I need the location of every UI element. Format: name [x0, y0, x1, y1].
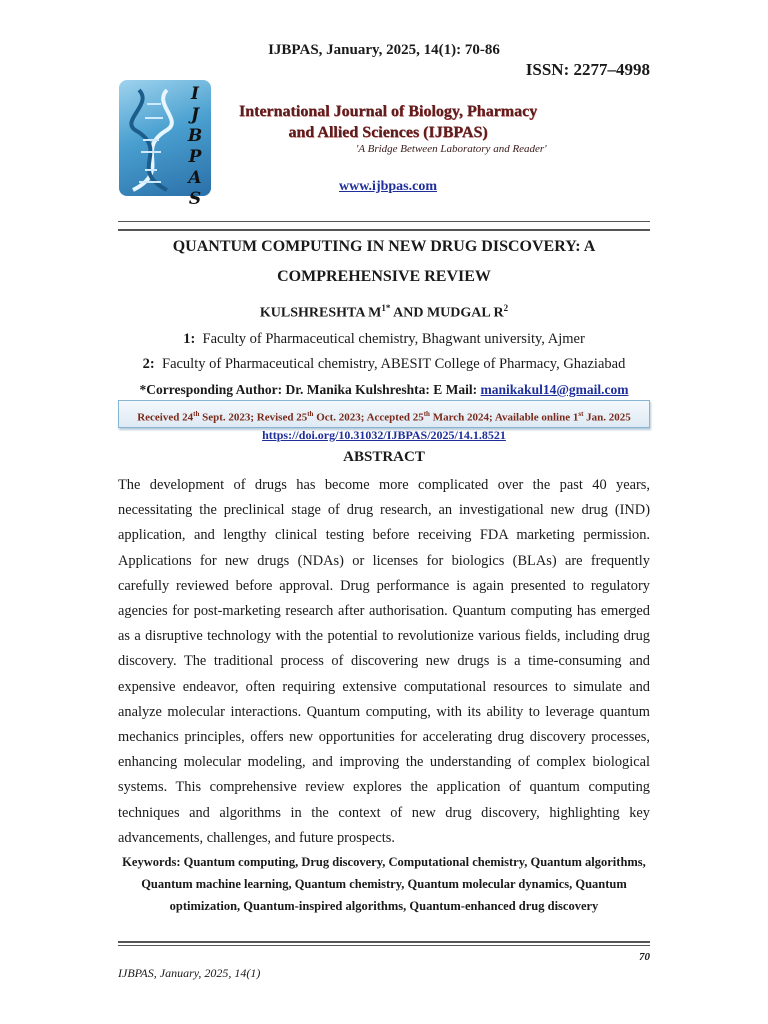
- footer-rule-bottom: [118, 945, 650, 946]
- journal-website-link[interactable]: www.ijbpas.com: [339, 179, 438, 194]
- article-title: QUANTUM COMPUTING IN NEW DRUG DISCOVERY: A COMPREHENSIVE REVIEW: [172, 238, 596, 285]
- journal-logo: [119, 80, 211, 209]
- affiliation-2: 2: Faculty of Pharmaceutical chemistry, ABESIT College of Pharmacy, Ghaziabad: [142, 356, 626, 372]
- footer-rule-top: [118, 941, 650, 943]
- keywords: Keywords: Quantum computing, Drug discovery, Computational chemistry, Quantum algorithms, Quantum machine learning, Quantum chemistry, Quantum molecular dynamics, Quantum optimization, Quantum-inspired algorithms, Quantum-enhanced drug discovery: [122, 855, 646, 913]
- corresponding-author: *Corresponding Author: Dr. Manika Kulshreshta: E Mail: manikakul14@gmail.com: [139, 382, 629, 397]
- authors: KULSHRESHTA $M^{1*}$ AND MUDGAL $R^2$: [259, 303, 509, 321]
- footer-citation: IJBPAS, January, 2025, 14(1): [118, 966, 261, 980]
- abstract-heading: ABSTRACT: [343, 449, 425, 465]
- journal-name: International Journal of Biology, Pharmacy and Allied Sciences (IJBPAS): [238, 103, 538, 141]
- logo-letters: I J B P A S: [187, 84, 203, 209]
- dna-helix-icon: [123, 86, 185, 194]
- corresponding-email-link[interactable]: manikakul14@gmail.com: [480, 382, 629, 397]
- issn: ISSN: 2277–4998: [525, 60, 650, 79]
- header-rule-top: [118, 221, 650, 222]
- article-dates: Received 24th Sept. 2023; Revised 25th Oct. 2023; Accepted 25th March 2024; Available online 1st Jan. 2025: [118, 400, 650, 428]
- journal-tagline: 'A Bridge Between Laboratory and Reader': [356, 143, 547, 155]
- page-number: 70: [639, 951, 650, 963]
- header-citation: IJBPAS, January, 2025, 14(1): 70-86: [268, 42, 500, 58]
- abstract-body: The development of drugs has become more complicated over the past 40 years, necessitating the preclinical stage of drug research, an investigational new drug (IND) application, and lengthy clinical testing before receiving FDA marketing permission. Applications for new drugs (NDAs) or licenses for biologics (BLAs) are frequently carefully reviewed before approval. Drug performance is again presented to regulatory agencies for post-marketing research after authorisation. Quantum computing has emerged as a disruptive technology with the potential to revolutionize various fields, including drug discovery. The traditional process of discovering new drugs is a time-consuming and expensive endeavor, often requiring extensive computational resources to simulate and analyze molecular interactions. Quantum computing, with its ability to leverage quantum mechanics principles, offers new opportunities for accelerating drug discovery processes, enhancing molecular modeling, and improving the understanding of complex biological systems. This comprehensive review explores the application of quantum computing techniques and algorithms in the context of new drug discovery, highlighting key advancements, challenges, and future prospects.: [118, 477, 650, 846]
- header-rule-bottom: [118, 229, 650, 231]
- affiliation-1: 1: Faculty of Pharmaceutical chemistry, Bhagwant university, Ajmer: [183, 331, 585, 347]
- doi-link[interactable]: https://doi.org/10.31032/IJBPAS/2025/14.1.8521: [262, 428, 506, 442]
